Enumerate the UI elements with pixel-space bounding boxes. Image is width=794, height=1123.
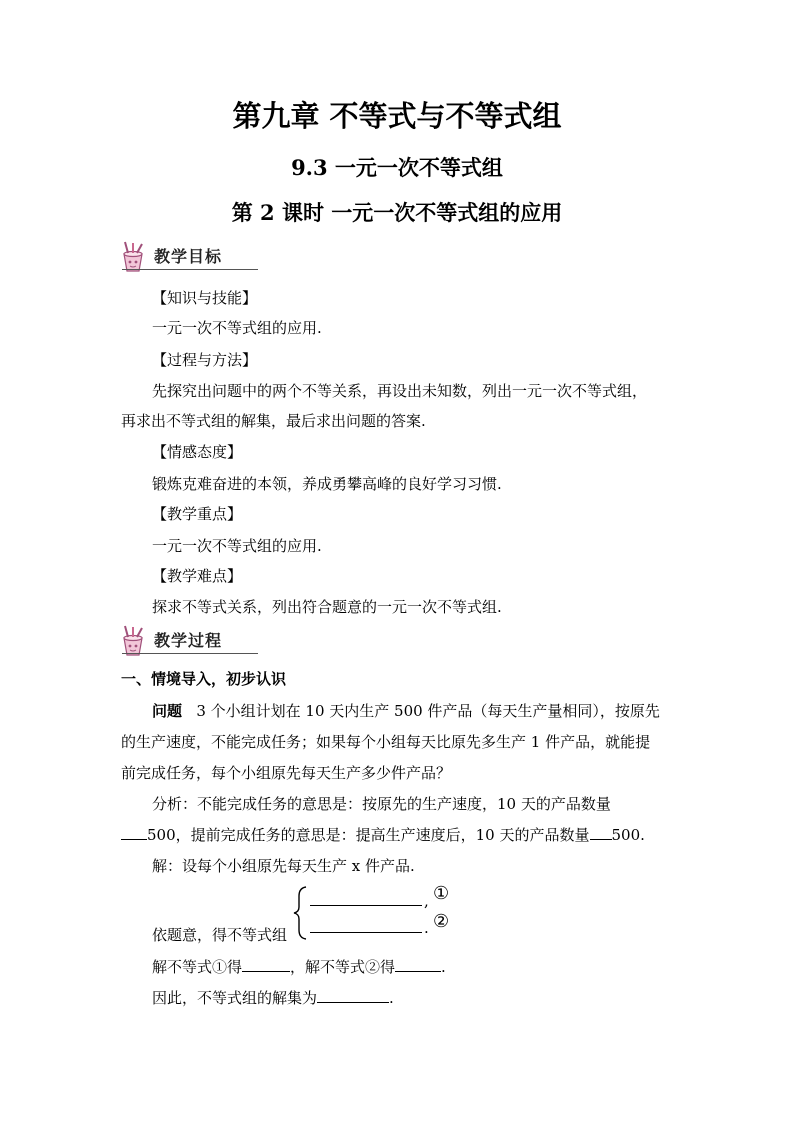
chapter-title: 第九章 不等式与不等式组 — [232, 99, 562, 133]
method-text-line2: 再求出不等式组的解集，最后求出问题的答案. — [121, 412, 426, 430]
problem-label: 问题 — [152, 702, 183, 720]
section-title: 9.3 一元一次不等式组 — [291, 155, 503, 180]
problem-line3: 前完成任务，每个小组原先每天生产多少件产品？ — [121, 764, 452, 782]
key-heading: 【教学重点】 — [152, 505, 243, 523]
analysis-line2 — [121, 824, 645, 846]
conclusion-end: . — [389, 989, 394, 1007]
analysis-text-a: 500，提前完成任务的意思是：提高生产速度后，10 天的产品数量 — [147, 826, 590, 844]
knowledge-heading: 【知识与技能】 — [152, 289, 258, 307]
process-banner — [118, 624, 258, 658]
method-heading: 【过程与方法】 — [152, 351, 258, 369]
goals-banner-label: 教学目标 — [154, 247, 223, 266]
analysis-line1: 分析：不能完成任务的意思是：按原先的生产速度，10 天的产品数量 — [152, 795, 611, 813]
inequality1-blank[interactable] — [310, 905, 422, 906]
conclusion-text: 因此，不等式组的解集为 — [152, 989, 318, 1007]
goals-banner — [118, 240, 258, 274]
comma: , — [424, 892, 429, 910]
conclusion-line — [152, 987, 394, 1009]
answer-blank[interactable] — [121, 824, 147, 840]
inequality2-blank[interactable] — [310, 932, 422, 933]
answer-blank[interactable] — [395, 956, 441, 972]
lesson-title: 第 2 课时 一元一次不等式组的应用 — [231, 200, 563, 225]
period: . — [424, 919, 429, 937]
system-label: 依题意，得不等式组 — [152, 926, 288, 944]
solve-text-a: 解不等式①得 — [152, 958, 243, 976]
key-text: 一元一次不等式组的应用. — [152, 537, 322, 555]
answer-blank[interactable] — [242, 956, 290, 972]
solve-text-b: ，解不等式②得 — [290, 958, 396, 976]
process-banner-label: 教学过程 — [154, 631, 223, 650]
difficulty-text: 探求不等式关系，列出符合题意的一元一次不等式组. — [152, 598, 502, 616]
method-text-line1: 先探究出问题中的两个不等关系，再设出未知数，列出一元一次不等式组， — [152, 382, 648, 400]
solve-end: . — [441, 958, 446, 976]
answer-blank[interactable] — [590, 824, 612, 840]
attitude-text: 锻炼克难奋进的本领，养成勇攀高峰的良好学习习惯. — [152, 475, 502, 493]
difficulty-heading: 【教学难点】 — [152, 567, 243, 585]
solve-line — [152, 956, 446, 978]
solution-intro: 解：设每个小组原先每天生产 x 件产品. — [152, 857, 415, 875]
knowledge-text: 一元一次不等式组的应用. — [152, 319, 322, 337]
circled-one: ① — [433, 883, 450, 904]
banner-underline — [122, 653, 258, 654]
problem-line2: 的生产速度，不能完成任务；如果每个小组每天比原先多生产 1 件产品，就能提 — [121, 733, 651, 751]
problem-text: 3 个小组计划在 10 天内生产 500 件产品（每天生产量相同），按原先 — [196, 702, 660, 720]
circled-two: ② — [433, 911, 450, 932]
attitude-heading: 【情感态度】 — [152, 443, 243, 461]
problem-line1 — [152, 700, 660, 722]
analysis-text-b: 500. — [611, 826, 645, 844]
section1-heading: 一、情境导入，初步认识 — [121, 670, 287, 688]
answer-blank[interactable] — [317, 987, 389, 1003]
left-brace-icon — [292, 885, 312, 941]
banner-underline — [122, 269, 258, 270]
